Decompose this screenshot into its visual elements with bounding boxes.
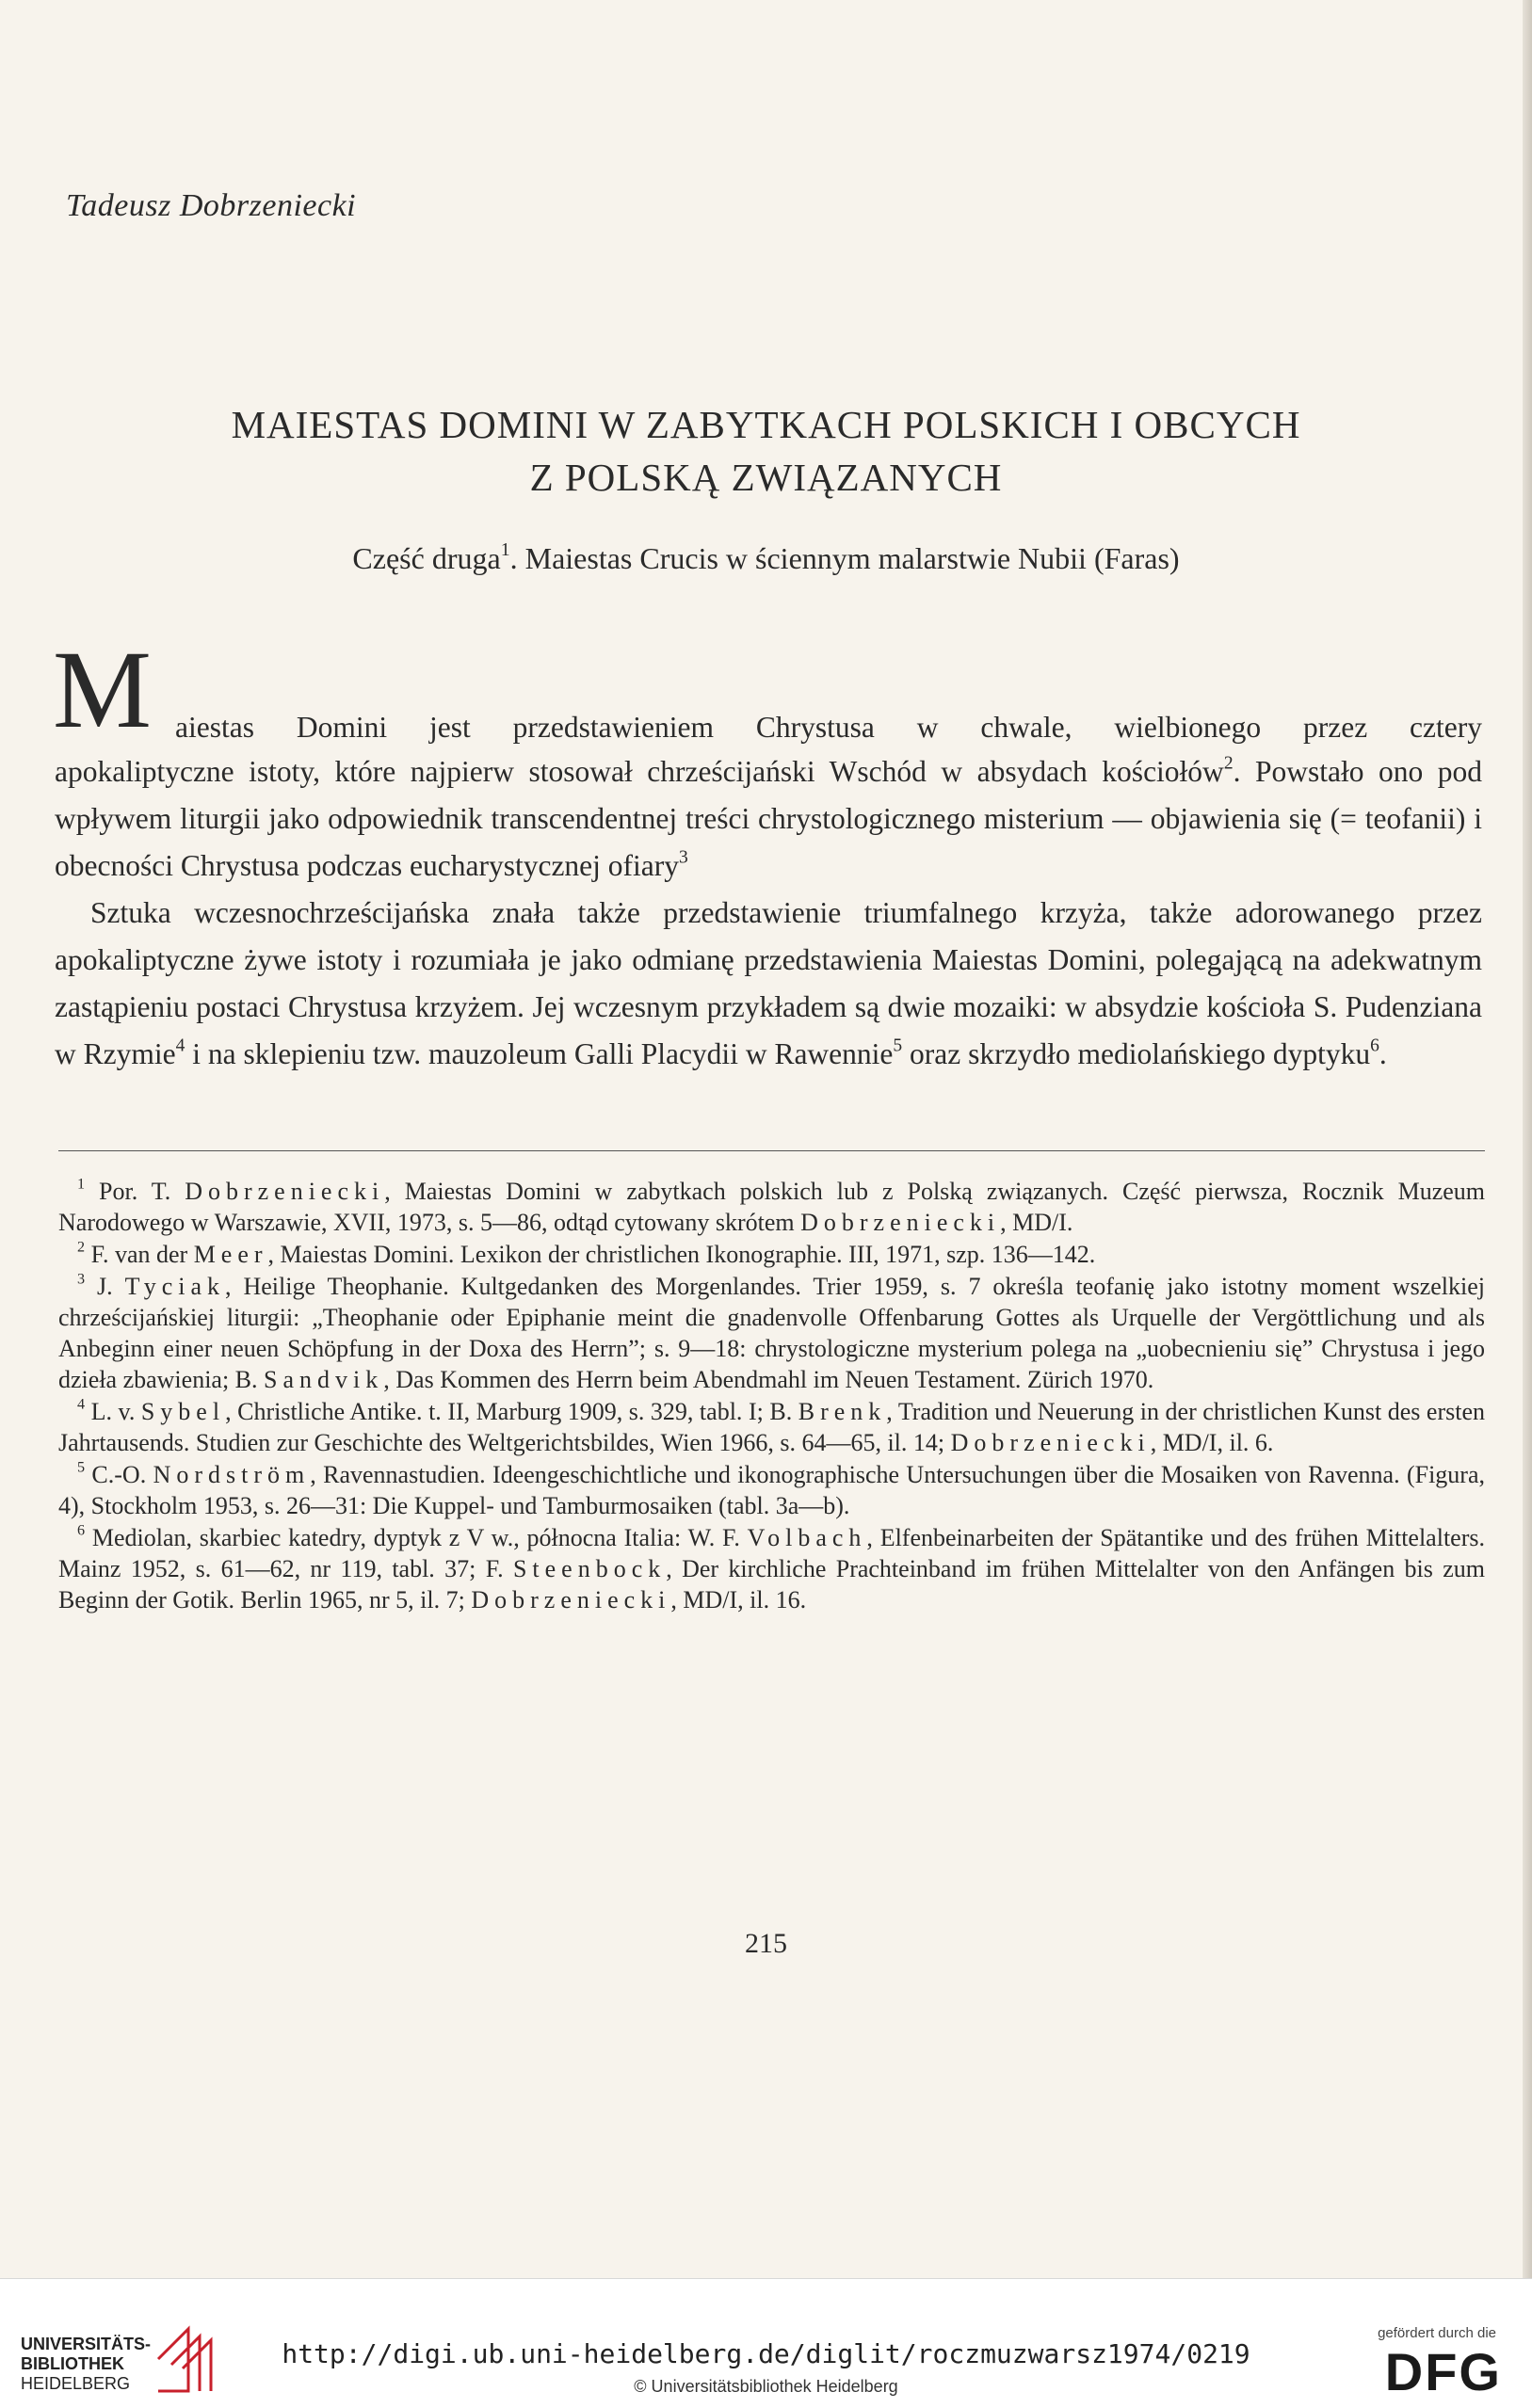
subtitle-text-a: Część druga bbox=[352, 541, 501, 575]
footnote-number: 4 bbox=[77, 1396, 86, 1413]
spaced-author-name: Dobrzeniecki bbox=[950, 1429, 1151, 1456]
funding-label: gefördert durch die bbox=[1378, 2325, 1496, 2341]
author-name: Tadeusz Dobrzeniecki bbox=[66, 188, 357, 223]
paragraph-1 bbox=[55, 748, 1482, 890]
paragraph-2 bbox=[55, 890, 1482, 1078]
footnote-text: , Ravennastudien. Ideengeschichtliche und ikonographische Untersuchungen über die Mosaiken von Ravenna. (Figura, 4), Stockholm 1953, s. 26—31: Die Kuppel- und Tamburmosaiken (tabl. 3a—b). bbox=[58, 1461, 1486, 1519]
footnotes bbox=[58, 1176, 1485, 1616]
footnote-ref[interactable]: 5 bbox=[893, 1035, 903, 1056]
footnote-number: 2 bbox=[77, 1239, 86, 1256]
footnote-text: , Der kirchliche Prachteinband im frühen Mittelalter von den Anfängen bis zum Beginn der Gotik. Berlin 1965, nr 5, il. 7; bbox=[58, 1555, 1485, 1613]
paragraph-text: . bbox=[1379, 1037, 1387, 1070]
footnote-text: , Maiestas Domini. Lexikon der christlichen Ikonographie. III, 1971, szp. 136—142. bbox=[267, 1241, 1096, 1268]
drop-cap: M bbox=[53, 628, 152, 751]
article-subtitle bbox=[0, 541, 1532, 576]
footnote-text: , Christliche Antike. t. II, Marburg 1909, s. 329, tabl. I; B. bbox=[225, 1398, 798, 1425]
footnote-text: , MD/I, il. 6. bbox=[1150, 1429, 1274, 1456]
footnote-2 bbox=[58, 1239, 1485, 1270]
spaced-author-name: Tyciak bbox=[124, 1273, 225, 1300]
spaced-author-name: Dobrzeniecki bbox=[185, 1178, 385, 1205]
footnote-3 bbox=[58, 1271, 1485, 1395]
footnote-text: , MD/I, il. 16. bbox=[670, 1586, 807, 1613]
spaced-author-name: Nordström bbox=[153, 1461, 311, 1488]
footnote-text: C.-O. bbox=[85, 1461, 153, 1488]
footnote-text: , Maiestas Domini w zabytkach polskich lub z Polską związanych. Część pierwsza, Rocznik Muzeum Narodowego w Warszawie, XVII, 1973, s. 5—86, odtąd cytowany skrótem bbox=[58, 1178, 1486, 1236]
spaced-author-name: Sybel bbox=[140, 1398, 226, 1425]
spaced-author-name: Volbach bbox=[747, 1524, 867, 1551]
footnote-ref[interactable]: 4 bbox=[175, 1035, 185, 1056]
article-title-line-1: MAIESTAS DOMINI W ZABYTKACH POLSKICH I OBCYCH bbox=[231, 403, 1301, 446]
spaced-author-name: Steenbock bbox=[512, 1555, 667, 1582]
footnote-text: , Tradition und Neuerung in der christlichen Kunst des ersten Jahrtausends. Studien zur Geschichte des Weltgerichtsbildes, Wien 1966, s. 64—65, il. 14; bbox=[58, 1398, 1485, 1456]
footnote-text: Mediolan, skarbiec katedry, dyptyk z V w., północna Italia: W. F. bbox=[85, 1524, 748, 1551]
copyright-notice: © Universitätsbibliothek Heidelberg bbox=[634, 2377, 898, 2396]
footnote-4 bbox=[58, 1396, 1485, 1458]
footnote-ref[interactable]: 3 bbox=[679, 847, 688, 868]
spaced-author-name: Dobrzeniecki bbox=[800, 1209, 1001, 1236]
footnote-ref[interactable]: 6 bbox=[1370, 1035, 1379, 1056]
footnote-number: 5 bbox=[77, 1459, 86, 1476]
paragraph-text: . Powstało ono pod wpływem liturgii jako odpowiednik transcendentnej treści chrystologicznego misterium — objawienia się (= teofanii) i obecności Chrystusa podczas eucharystycznej ofiary bbox=[55, 755, 1482, 882]
footnote-5 bbox=[58, 1459, 1485, 1521]
footnote-text: , Elfenbeinarbeiten der Spätantike und des frühen Mittelalters. Mainz 1952, s. 61—62, nr 119, tabl. 37; F. bbox=[58, 1524, 1485, 1582]
footnote-1 bbox=[58, 1176, 1485, 1238]
paragraph-text: Sztuka wczesnochrześcijańska znała także przedstawienie triumfalnego krzyża, także adorowanego przez apokaliptyczne żywe istoty i rozumiała je jako odmianę przedstawienia Maiestas Domini, polegającą na adekwatnym zastąpieniu postaci Chrystusa krzyżem. Jej wczesnym przykładem są dwie mozaiki: w absydzie kościoła S. Pudenziana w Rzymie bbox=[55, 896, 1482, 1070]
footnote-text: , Das Kommen des Herrn beim Abendmahl im Neuen Testament. Zürich 1970. bbox=[383, 1366, 1154, 1393]
library-name-line-3: HEIDELBERG bbox=[21, 2374, 131, 2393]
footnote-ref[interactable]: 1 bbox=[500, 539, 510, 561]
footnote-text: , MD/I. bbox=[1000, 1209, 1073, 1236]
library-name-line-2: BIBLIOTHEK bbox=[21, 2354, 124, 2373]
footnote-text: F. van der bbox=[85, 1241, 194, 1268]
footnote-text: L. v. bbox=[85, 1398, 141, 1425]
footnote-number: 3 bbox=[77, 1271, 86, 1288]
paragraph-text: i na sklepieniu tzw. mauzoleum Galli Placydii w Rawennie bbox=[185, 1037, 894, 1070]
spaced-author-name: Sandvik bbox=[264, 1366, 384, 1393]
library-name-line-1: UNIVERSITÄTS- bbox=[21, 2335, 152, 2353]
subtitle-text-b: . Maiestas Crucis w ściennym malarstwie Nubii (Faras) bbox=[509, 541, 1180, 575]
footnote-text: J. bbox=[85, 1273, 125, 1300]
paragraph-text: oraz skrzydło mediolańskiego dyptyku bbox=[902, 1037, 1371, 1070]
dfg-logo[interactable]: DFG bbox=[1384, 2342, 1502, 2401]
article-title-line-2: Z POLSKĄ ZWIĄZANYCH bbox=[529, 456, 1003, 499]
paragraph-1-first-line: aiestas Domini jest przedstawieniem Chrystusa w chwale, wielbionego przez cztery bbox=[175, 711, 1482, 744]
spaced-author-name: Brenk bbox=[798, 1398, 887, 1425]
spaced-author-name: Dobrzeniecki bbox=[471, 1586, 671, 1613]
footnote-divider bbox=[58, 1150, 1485, 1151]
footnote-text: Por. T. bbox=[85, 1178, 185, 1205]
footnote-number: 1 bbox=[77, 1176, 86, 1193]
spaced-author-name: Meer bbox=[193, 1241, 268, 1268]
footnote-ref[interactable]: 2 bbox=[1223, 753, 1234, 774]
footnote-6 bbox=[58, 1522, 1485, 1615]
footnote-text: , Heilige Theophanie. Kultgedanken des Morgenlandes. Trier 1959, s. 7 określa teofanię jako istotny moment wszelkiej chrześcijańskiej liturgii: „Theophanie oder Epiphanie meint die gnadenvolle Offenbarung Gottes als Urquelle der Vergöttlichung und als Anbeginn einer neuen Schöpfung in der Doxa des Herrn”; s. 9—18: chrystologiczne mysterium polega na „uobecnieniu się” Chrystusa i jego dzieła zbawienia; B. bbox=[58, 1273, 1485, 1393]
footnote-number: 6 bbox=[77, 1522, 86, 1539]
page-number: 215 bbox=[745, 1928, 787, 1959]
paragraph-text: apokaliptyczne istoty, które najpierw stosował chrześcijański Wschód w absydach kościołów bbox=[55, 755, 1224, 788]
permalink-url[interactable]: http://digi.ub.uni-heidelberg.de/diglit/roczmuzwarsz1974/0219 bbox=[282, 2338, 1250, 2369]
